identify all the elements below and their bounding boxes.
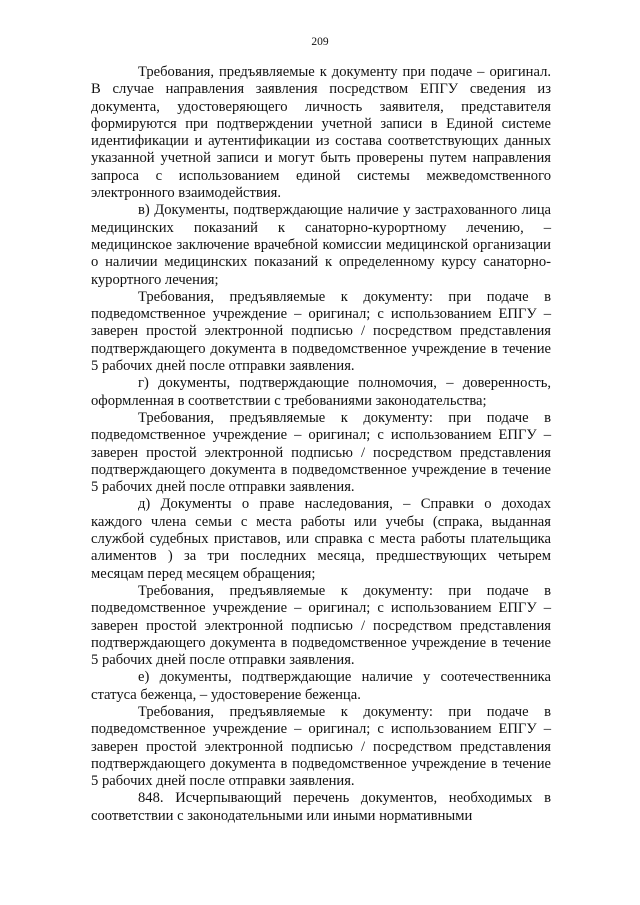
page-number: 209: [311, 36, 329, 48]
paragraph-item-d-inheritance: д) Документы о праве наследования, – Справки о доходах каждого члена семьи с места работы или учебы (спрака, выданная службой судебных приставов, или справка с места работы плательщика алиментов ) за три последних месяца, предшествующих четырем месяцам перед месяцем обращения;: [91, 496, 551, 582]
paragraph-item-v-medical-conclusion: в) Документы, подтверждающие наличие у застрахованного лица медицинских показаний к санаторно-курортному лечению, – медицинское заключение врачебной комиссии медицинской организации о наличии медицинских показаний к определенному курсу санаторно-курортного лечения;: [91, 202, 551, 288]
paragraph-section-848: 848. Исчерпывающий перечень документов, необходимых в соответствии с законодательными или иными нормативными: [91, 790, 551, 824]
paragraph-requirements-original: Требования, предъявляемые к документу при подаче – оригинал. В случае направления заявления посредством ЕПГУ сведения из документа, удостоверяющего личность заявителя, представителя формируются при подтверждении учетной записи в Единой системе идентификации и аутентификации из состава соответствующих данных указанной учетной записи и могут быть проверены путем направления запроса с использованием единой системы межведомственного электронного взаимодействия.: [91, 64, 551, 202]
paragraph-requirements-e: Требования, предъявляемые к документу: при подаче в подведомственное учреждение – оригинал; с использованием ЕПГУ – заверен простой электронной подписью / посредством представления подтверждающего документа в подведомственное учреждение в течение 5 рабочих дней после отправки заявления.: [91, 703, 551, 790]
paragraph-requirements-d: Требования, предъявляемые к документу: при подаче в подведомственное учреждение – оригинал; с использованием ЕПГУ – заверен простой электронной подписью / посредством представления подтверждающего документа в подведомственное учреждение в течение 5 рабочих дней после отправки заявления.: [91, 582, 551, 669]
paragraph-requirements-g: Требования, предъявляемые к документу: при подаче в подведомственное учреждение – оригинал; с использованием ЕПГУ – заверен простой электронной подписью / посредством представления подтверждающего документа в подведомственное учреждение в течение 5 рабочих дней после отправки заявления.: [91, 409, 551, 496]
document-body: [91, 64, 551, 825]
paragraph-item-g-power-of-attorney: г) документы, подтверждающие полномочия, – доверенность, оформленная в соответствии с требованиями законодательства;: [91, 375, 551, 409]
paragraph-item-e-refugee: е) документы, подтверждающие наличие у соотечественника статуса беженца, – удостоверение беженца.: [91, 669, 551, 703]
paragraph-requirements-v: Требования, предъявляемые к документу: при подаче в подведомственное учреждение – оригинал; с использованием ЕПГУ – заверен простой электронной подписью / посредством представления подтверждающего документа в подведомственное учреждение в течение 5 рабочих дней после отправки заявления.: [91, 288, 551, 375]
